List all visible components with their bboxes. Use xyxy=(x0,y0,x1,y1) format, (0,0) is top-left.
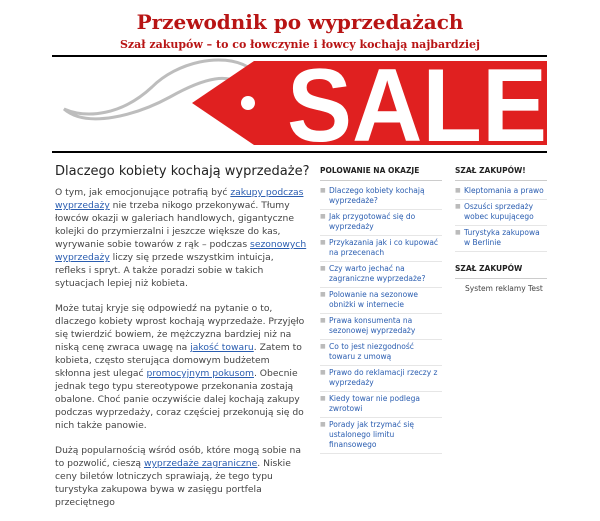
post-paragraph xyxy=(55,186,307,290)
sale-tag-image xyxy=(52,57,547,149)
post-link[interactable]: promocyjnym pokusom xyxy=(146,368,254,379)
bullet-icon: ■ xyxy=(455,203,461,210)
sidebar-item[interactable] xyxy=(320,392,442,418)
sidebar-widget-szal xyxy=(455,166,547,293)
post-text: . Zatem to kobieta, często sterująca domowym budżetem skłonna jest ulegać xyxy=(55,342,302,379)
post-paragraph xyxy=(55,444,307,509)
sidebar-item-label[interactable]: Przykazania jak i co kupować na przecenach xyxy=(329,238,439,257)
sidebar-item-label[interactable]: Oszuści sprzedaży wobec kupującego xyxy=(464,202,534,221)
sidebar-item[interactable] xyxy=(320,262,442,288)
post-body xyxy=(55,186,307,521)
post-link[interactable]: wyprzedaże zagraniczne xyxy=(143,458,258,469)
sidebar-item-label[interactable]: Polowanie na sezonowe obniżki w internecie xyxy=(329,290,418,309)
bullet-icon: ■ xyxy=(320,395,326,402)
header-banner xyxy=(52,57,547,149)
widget-title: POLOWANIE NA OKAZJE xyxy=(320,166,442,181)
sidebar-item-label[interactable]: Porady jak trzymać się ustalonego limitu finansowego xyxy=(329,420,414,449)
post-title[interactable]: Dlaczego kobiety kochają wyprzedaże? xyxy=(55,164,310,179)
widget-title-2: SZAŁ ZAKUPÓW xyxy=(455,264,547,279)
bullet-icon: ■ xyxy=(455,229,461,236)
bullet-icon: ■ xyxy=(320,421,326,428)
widget-list xyxy=(320,184,442,454)
post-paragraph xyxy=(55,302,307,432)
bullet-icon: ■ xyxy=(320,369,326,376)
post-text: nie trzeba nikogo przekonywać. Tłumy łowców okazji w galeriach handlowych, gigantyczne kolejki do przymierzalni i jeszcze większe do kas, wyrywanie sobie towarów z rąk – podczas xyxy=(55,200,294,250)
sidebar-item-label[interactable]: Prawa konsumenta na sezonowej wyprzedaży xyxy=(329,316,416,335)
post-link[interactable]: jakość towaru xyxy=(190,342,254,353)
post-text: . Niskie ceny biletów lotniczych sprawiają, że tego typu turystyka zakupowa bywa w zasięgu portfela przeciętnego xyxy=(55,458,291,508)
post-text: Dużą popularnością wśród osób, które mogą sobie na to pozwolić, cieszą xyxy=(55,445,301,469)
sidebar-item-label[interactable]: Prawo do reklamacji rzeczy z wyprzedaży xyxy=(329,368,438,387)
site-description: Szał zakupów – to co łowczynie i łowcy kochają najbardziej xyxy=(119,38,481,51)
sidebar-item[interactable] xyxy=(320,184,442,210)
bullet-icon: ■ xyxy=(455,187,461,194)
sidebar-item[interactable] xyxy=(455,200,547,226)
widget-text: System reklamy Test xyxy=(465,284,543,293)
sidebar-item[interactable] xyxy=(320,366,442,392)
sidebar-item-label[interactable]: Dlaczego kobiety kochają wyprzedaże? xyxy=(329,186,425,205)
post-text: . Obecnie jednak tego typu stereotypowe przekonania zostają obalone. Choć panie oczywiście dalej kochają zakupy podczas wyprzedaży, coraz częściej przekonują się do nich także panowie. xyxy=(55,368,304,431)
sidebar-item[interactable] xyxy=(455,226,547,252)
post-link[interactable]: sezonowych wyprzedaży xyxy=(55,239,307,263)
sidebar-item[interactable] xyxy=(320,314,442,340)
sale-text: SALE xyxy=(287,57,547,149)
bullet-icon: ■ xyxy=(320,343,326,350)
sidebar-item-label[interactable]: Kiedy towar nie podlega zwrotowi xyxy=(329,394,420,413)
bullet-icon: ■ xyxy=(320,239,326,246)
sidebar-item-label[interactable]: Jak przygotować się do wyprzedaży xyxy=(329,212,416,231)
sidebar-item-label[interactable]: Co to jest niezgodność towaru z umową xyxy=(329,342,414,361)
sidebar-widget-polowanie xyxy=(320,166,442,454)
site-title[interactable]: Przewodnik po wyprzedażach xyxy=(136,10,464,34)
sidebar-item[interactable] xyxy=(320,340,442,366)
sidebar-item[interactable] xyxy=(320,288,442,314)
header-rule-bottom xyxy=(52,151,547,153)
sidebar-item[interactable] xyxy=(320,236,442,262)
sidebar-item-label[interactable]: Turystyka zakupowa w Berlinie xyxy=(464,228,540,247)
sidebar-item-label[interactable]: Czy warto jechać na zagraniczne wyprzedaże? xyxy=(329,264,426,283)
bullet-icon: ■ xyxy=(320,317,326,324)
post-text: O tym, jak emocjonujące potrafią być xyxy=(55,187,231,198)
post-text: Może tutaj kryje się odpowiedź na pytanie o to, dlaczego kobiety wprost kochają wyprzedaże. Przyjęło się twierdzić bowiem, że mężczyzna bardziej niż na niską cenę zwraca uwagę na xyxy=(55,303,305,353)
post-text: liczy się przede wszystkim intuicja, refleks i spryt. A także poradzi sobie w takich sytuacjach lepiej niż kobieta. xyxy=(55,252,274,289)
tag-hole xyxy=(241,96,255,110)
sidebar-item[interactable] xyxy=(320,210,442,236)
sidebar-item[interactable] xyxy=(320,418,442,454)
sidebar-item[interactable] xyxy=(455,184,547,200)
bullet-icon: ■ xyxy=(320,187,326,194)
bullet-icon: ■ xyxy=(320,291,326,298)
bullet-icon: ■ xyxy=(320,213,326,220)
widget-title: SZAŁ ZAKUPÓW! xyxy=(455,166,547,181)
bullet-icon: ■ xyxy=(320,265,326,272)
widget-list xyxy=(455,184,547,252)
sidebar-item-label[interactable]: Kleptomania a prawo xyxy=(464,186,544,195)
post-link[interactable]: zakupy podczas wyprzedaży xyxy=(55,187,304,211)
